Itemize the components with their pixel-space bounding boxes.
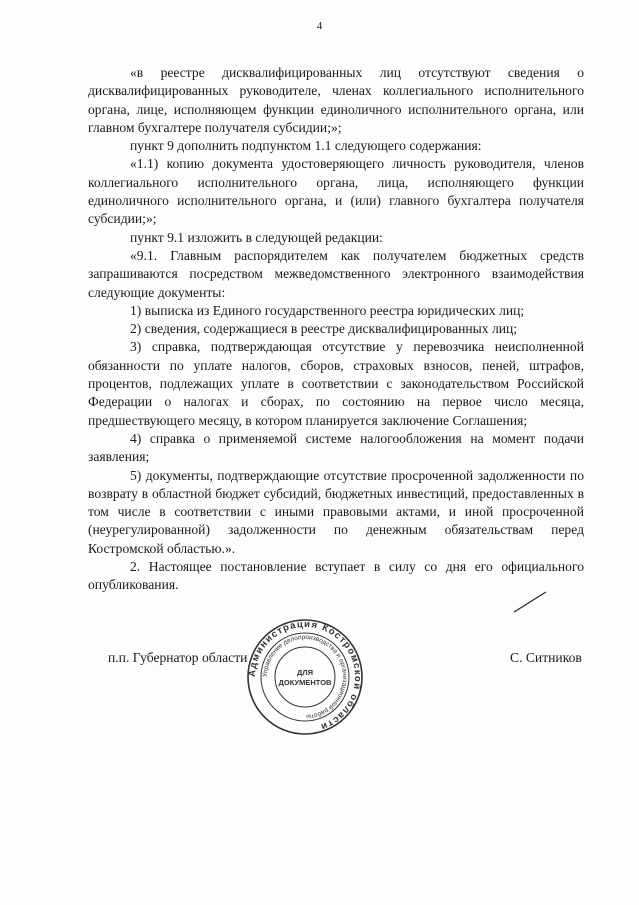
list-item-5: 5) документы, подтверждающие отсутствие просроченной задолженности по возврату в областной бюджет субсидий, бюджетных инвестиций, предоставленных в том числе в соответствии с иными правовыми актами, и иной просроченной (неурегулированной) задолженности по денежным обязательствам перед Костромской областью.». [88, 467, 584, 556]
list-item-2: 2) сведения, содержащиеся в реестре дисквалифицированных лиц; [130, 321, 518, 337]
stamp-outer-text: Администрация Костромской области [246, 618, 364, 733]
paragraph-5: «9.1. Главным распорядителем как получателем бюджетных средств запрашиваются посредством межведомственного электронного взаимодействия следующие документы: [88, 247, 584, 300]
paragraph-effective: 2. Настоящее постановление вступает в силу со дня его официального опубликования. [88, 559, 584, 593]
signatory-name: С. Ситников [510, 650, 582, 665]
list-item-4: 4) справка о применяемой системе налогообложения на момент подачи заявления; [88, 430, 584, 465]
paragraph-1: «в реестре дисквалифицированных лиц отсутствуют сведения о дисквалифицированных руководителе, членах коллегиального исполнительного органа, лице, исполняющем функции единоличного исполнительного органа, или главном бухгалтере получателя субсидии;»; [88, 65, 584, 135]
official-stamp [246, 618, 364, 736]
signatory-position: п.п. Губернатор области [108, 650, 248, 665]
document-body [88, 64, 584, 595]
paragraph-3: «1.1) копию документа удостоверяющего личность руководителя, членов коллегиального исполнительного органа, лица, исполняющего функции единоличного исполнительного органа, и (или) главного бухгалтера получателя субсидии;»; [88, 156, 584, 227]
list-item-1: 1) выписка из Единого государственного реестра юридических лиц; [130, 302, 525, 318]
stamp-center-line2: ДОКУМЕНТОВ [278, 678, 332, 687]
stamp-center-line1: ДЛЯ [297, 668, 313, 677]
list-item-3: 3) справка, подтверждающая отсутствие у перевозчика неисполненной обязанности по уплате налогов, сборов, страховых взносов, пеней, штрафов, процентов, подлежащих уплате в соответствии с законодательством Российской Федерации о налогах и сборах, по состоянию на первое число месяца, предшествующего месяцу, в котором планируется заключение Соглашения; [88, 339, 584, 428]
paragraph-4: пункт 9.1 изложить в следующей редакции: [130, 229, 383, 245]
page-number: 4 [316, 20, 323, 32]
stamp-inner-text: Управление делопроизводства и организационной работы [261, 633, 349, 721]
signature-mark [510, 590, 550, 614]
paragraph-2: пункт 9 дополнить подпунктом 1.1 следующего содержания: [130, 138, 482, 154]
